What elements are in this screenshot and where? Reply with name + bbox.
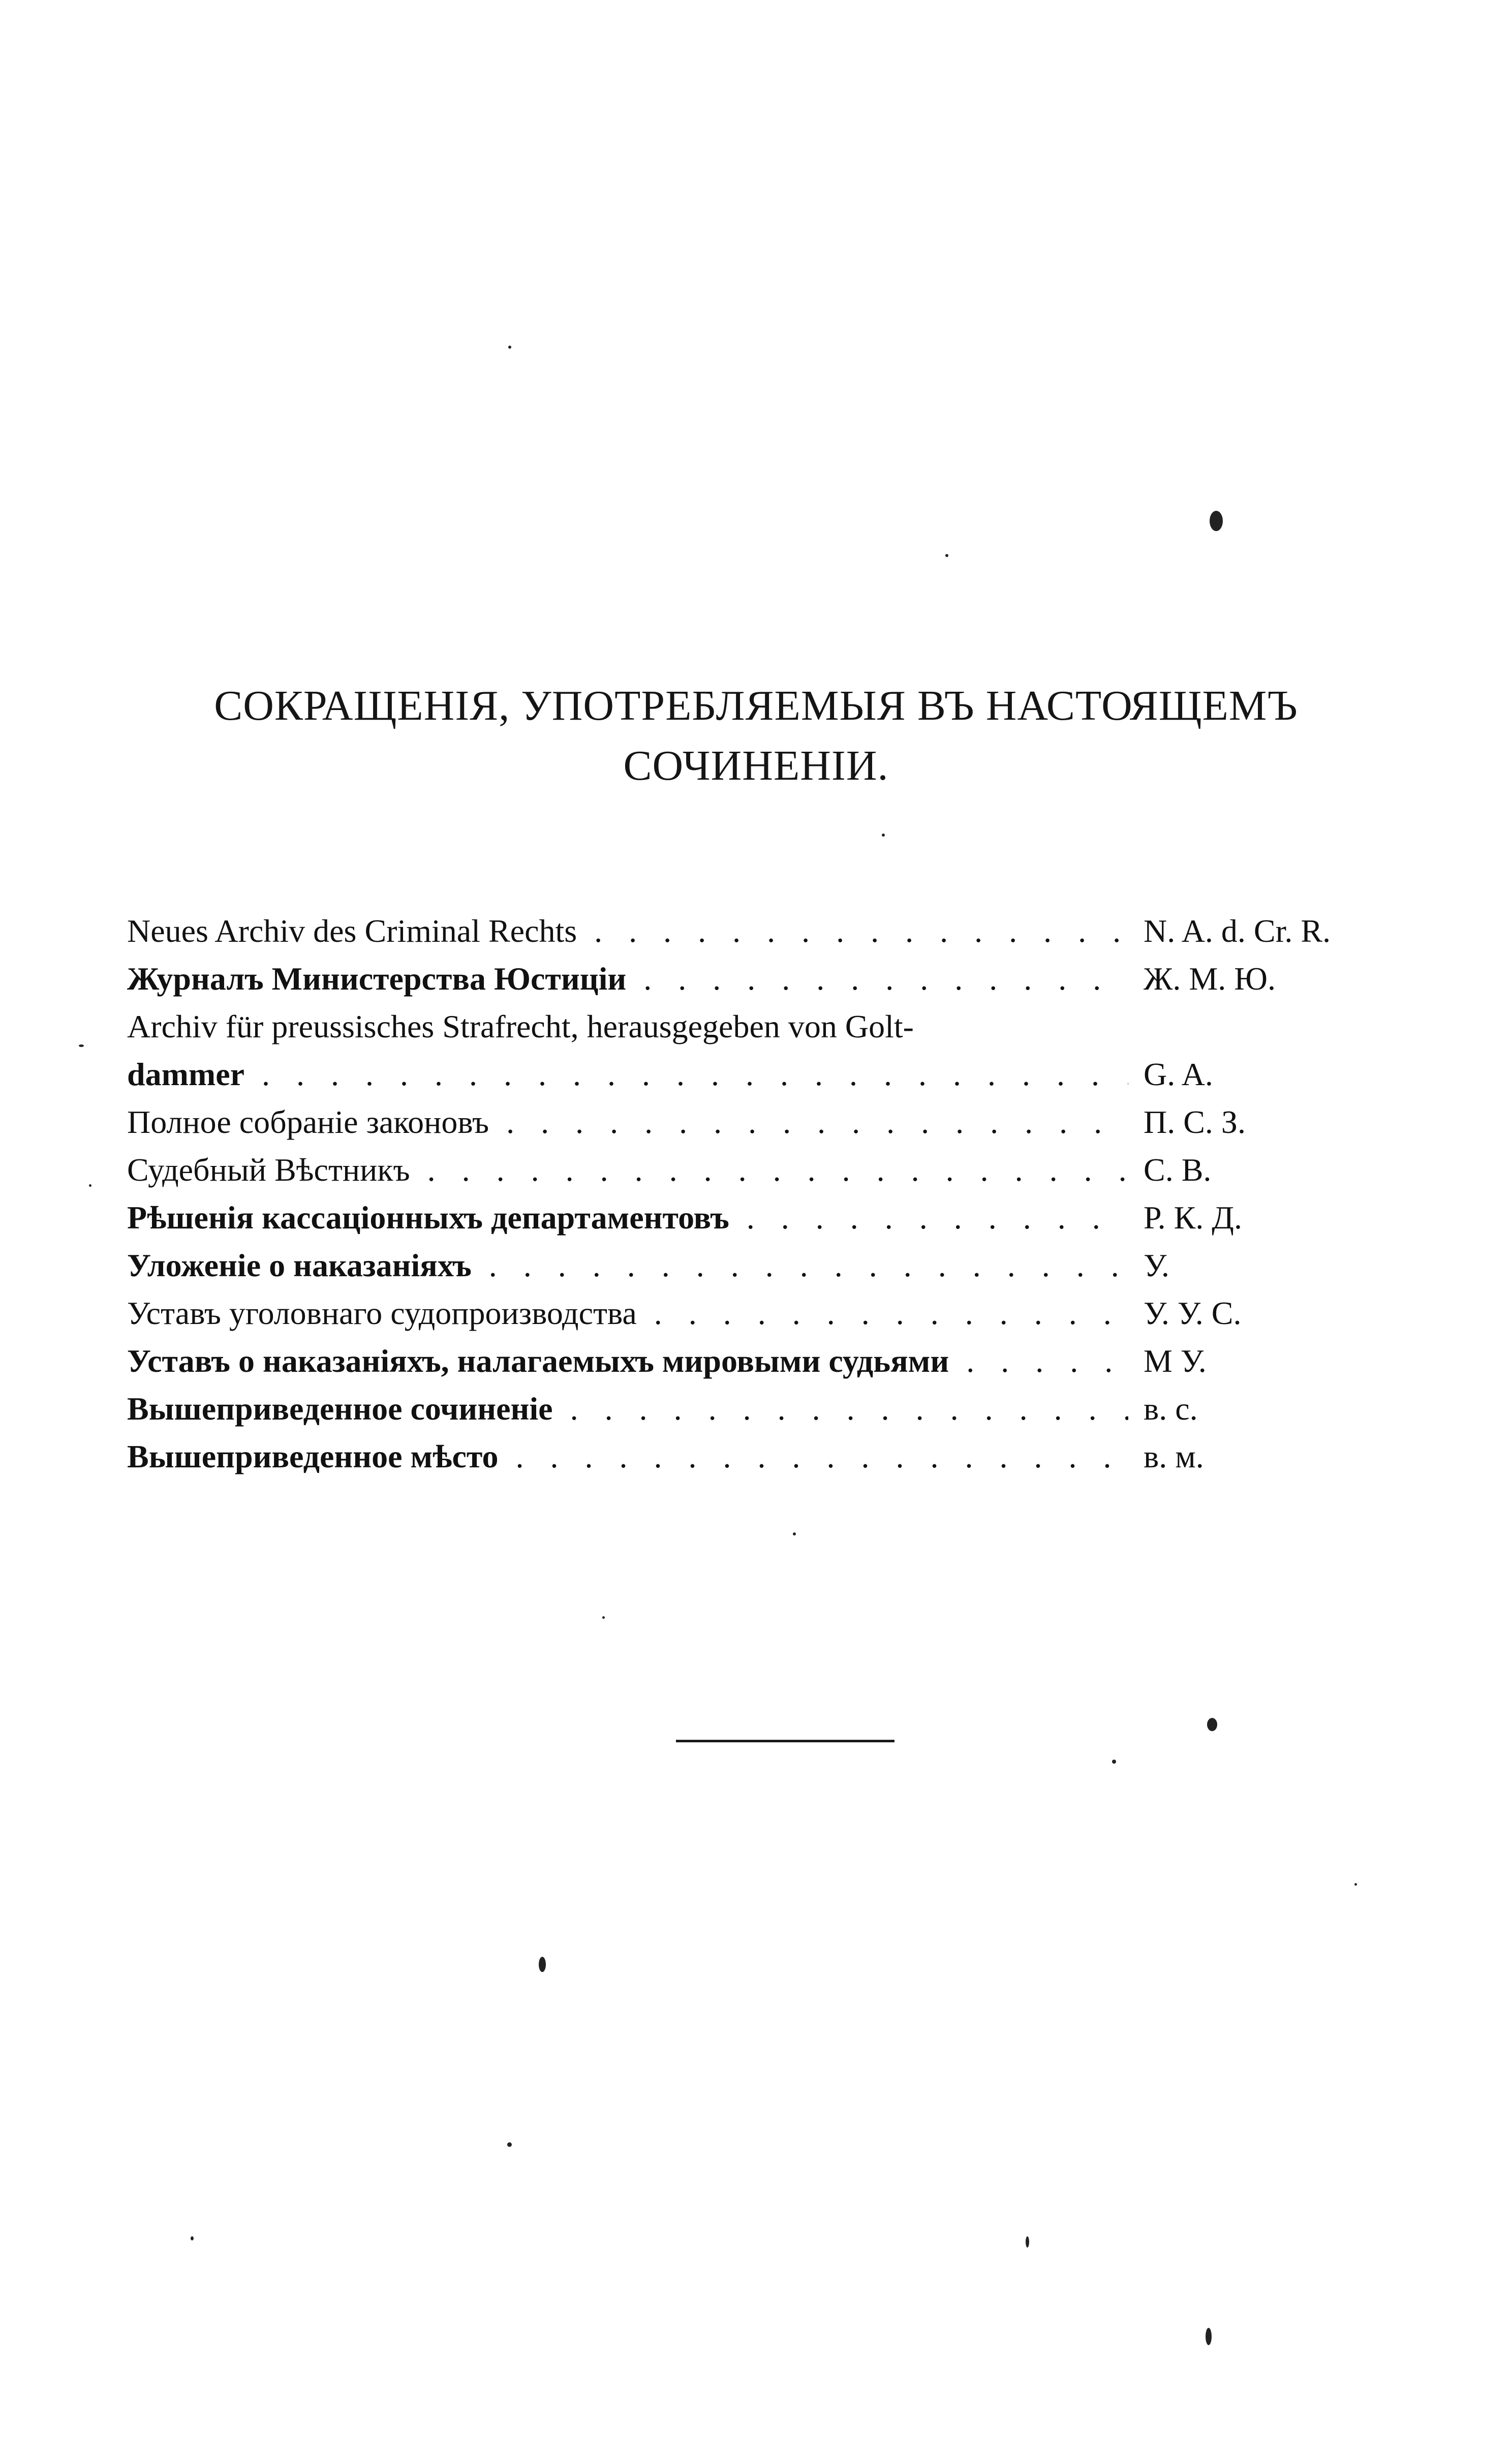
list-item: [127, 955, 1398, 1003]
entry-abbreviation: М У.: [1144, 1343, 1207, 1379]
entry-abbreviation: Ж. М. Ю.: [1144, 961, 1276, 997]
scan-speck: [89, 1184, 91, 1187]
list-item: [127, 1194, 1398, 1242]
scan-speck: [1210, 511, 1223, 531]
scan-speck: [1112, 1760, 1116, 1764]
list-item: [127, 1242, 1398, 1289]
entry-abbreviation: П. С. З.: [1144, 1104, 1246, 1140]
heading-line-1: СОКРАЩЕНІЯ, УПОТРЕБЛЯЕМЫЯ ВЪ НАСТОЯЩЕМЪ: [214, 682, 1298, 729]
list-item: [127, 1051, 1398, 1098]
entry-title: dammer . . .: [127, 1051, 1128, 1098]
entry-title: Рѣшенія кассаціонныхъ департаментовъ . . .: [127, 1194, 1128, 1242]
section-divider: [676, 1740, 894, 1742]
scan-speck: [1026, 2236, 1029, 2248]
entry-abbreviation: С. В.: [1144, 1152, 1212, 1188]
entry-title: Вышеприведенное мѣсто . . .: [127, 1433, 1128, 1481]
entry-title: Судебный Вѣстникъ . . .: [127, 1146, 1128, 1194]
scan-speck: [79, 1044, 84, 1047]
entry-title: Уложеніе о наказаніяхъ . . .: [127, 1242, 1128, 1289]
scan-speck: [1354, 1883, 1357, 1886]
list-item: [127, 907, 1398, 955]
entry-abbreviation: У. У. С.: [1144, 1295, 1242, 1331]
abbreviations-list: [127, 907, 1398, 1481]
list-item: [127, 1289, 1398, 1337]
entry-title: Полное собраніе законовъ . . .: [127, 1098, 1128, 1146]
scan-speck: [1207, 1718, 1217, 1731]
scan-speck: [508, 346, 511, 349]
scan-speck: [793, 1532, 796, 1535]
entry-title: Уставъ уголовнаго судопроизводства . . .: [127, 1289, 1128, 1337]
scan-speck: [507, 2142, 512, 2147]
entry-abbreviation: У.: [1144, 1247, 1169, 1283]
list-item: [127, 1337, 1398, 1385]
entry-abbreviation: G. A.: [1144, 1056, 1213, 1092]
scan-speck: [602, 1616, 605, 1619]
entry-title: Уставъ о наказаніяхъ, налагаемыхъ мировыми судьями . . .: [127, 1337, 1128, 1385]
page-heading: [0, 676, 1512, 796]
entry-title: Archiv für preussisches Strafrecht, herausgegeben von Golt-: [127, 1008, 914, 1044]
scan-speck: [882, 834, 885, 837]
list-item: [127, 1385, 1398, 1433]
scan-speck: [191, 2236, 194, 2240]
entry-title: Журналъ Министерства Юстиціи . . .: [127, 955, 1128, 1003]
scan-speck: [945, 554, 948, 557]
entry-abbreviation: в. с.: [1144, 1391, 1198, 1427]
list-item: [127, 1146, 1398, 1194]
entry-title: Neues Archiv des Criminal Rechts . . .: [127, 907, 1128, 955]
list-item: [127, 1098, 1398, 1146]
heading-line-2: СОЧИНЕНІИ.: [623, 742, 889, 789]
entry-title: Вышеприведенное сочиненіе . . .: [127, 1385, 1128, 1433]
entry-abbreviation: в. м.: [1144, 1438, 1204, 1474]
scan-speck: [539, 1957, 546, 1972]
list-item: [127, 1433, 1398, 1481]
scan-speck: [1206, 2328, 1212, 2345]
entry-abbreviation: N. A. d. Cr. R.: [1144, 913, 1331, 949]
list-item: [127, 1003, 1398, 1051]
entry-abbreviation: Р. К. Д.: [1144, 1199, 1242, 1236]
